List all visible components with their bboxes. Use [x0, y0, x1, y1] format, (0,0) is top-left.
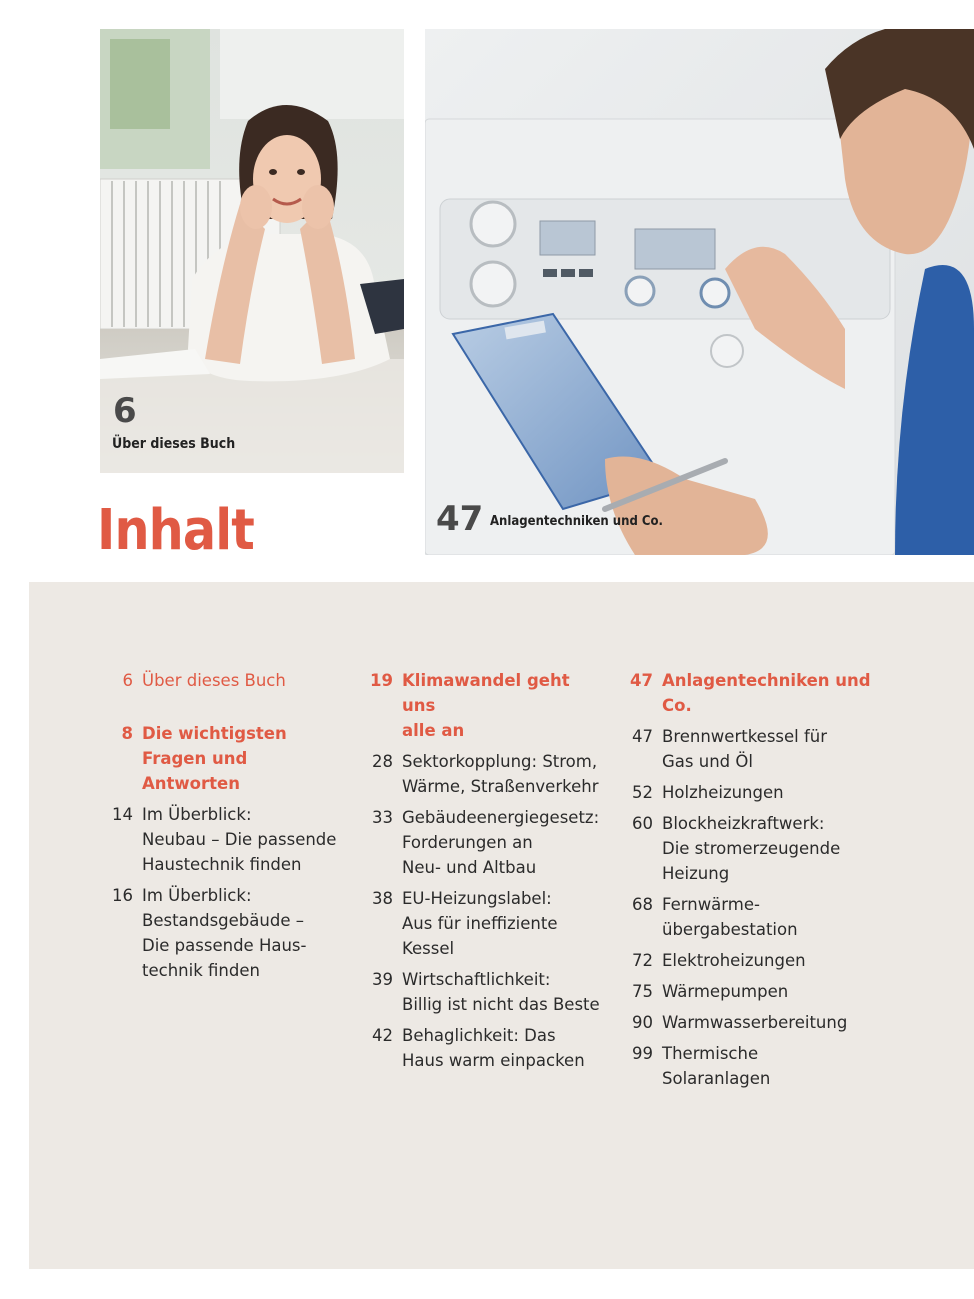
toc-chapter-entry [623, 668, 873, 718]
toc-entry-title: Anlagentechniken und Co. [662, 671, 871, 715]
toc-entry [363, 805, 603, 880]
toc-entry-title: Im Überblick: Neubau – Die passende Haustechnik finden [142, 805, 337, 874]
toc-column-3 [623, 668, 873, 1097]
toc-entry-title: Holzheizungen [662, 783, 784, 802]
toc-page-number: 33 [372, 808, 393, 827]
toc-entry-title: Thermische Solaranlagen [662, 1044, 771, 1088]
toc-page-number: 38 [372, 889, 393, 908]
toc-entry [103, 883, 343, 983]
toc-entry [363, 967, 603, 1017]
toc-page-number: 16 [112, 886, 133, 905]
toc-entry-title: Brennwertkessel für Gas und Öl [662, 727, 828, 771]
toc-page-number: 42 [372, 1026, 393, 1045]
toc-entry [363, 1023, 603, 1073]
toc-entry-title: Über dieses Buch [142, 671, 286, 690]
toc-page-number: 39 [372, 970, 393, 989]
toc-page-number: 52 [632, 783, 653, 802]
toc-entry [623, 724, 873, 774]
technician-photo-image [425, 29, 974, 555]
toc-entry [623, 811, 873, 886]
toc-page-number: 68 [632, 895, 653, 914]
toc-entry [623, 1041, 873, 1091]
toc-entry [363, 886, 603, 961]
toc-page-number: 47 [632, 727, 653, 746]
toc-entry-title: Elektroheizungen [662, 951, 806, 970]
toc-page-number: 99 [632, 1044, 653, 1063]
toc-entry-title: Sektorkopplung: Strom, Wärme, Straßenverkehr [402, 752, 599, 796]
toc-entry-title: EU-Heizungslabel: Aus für ineffiziente Kessel [402, 889, 558, 958]
toc-entry [623, 1010, 873, 1035]
toc-entry [623, 948, 873, 973]
toc-page-number: 14 [112, 805, 133, 824]
toc-entry-title: Warmwasserbereitung [662, 1013, 848, 1032]
toc-page-number: 8 [121, 724, 133, 743]
toc-page-number: 19 [370, 671, 393, 690]
toc-entry-title: Fernwärme- übergabestation [662, 895, 798, 939]
toc-entry [103, 802, 343, 877]
toc-column-2 [363, 668, 603, 1079]
table-of-contents [29, 582, 974, 1269]
toc-page-number: 28 [372, 752, 393, 771]
right-photo-page-number: 47 [436, 499, 484, 539]
toc-entry-title: Behaglichkeit: Das Haus warm einpacken [402, 1026, 585, 1070]
page-title: Inhalt [97, 498, 254, 563]
toc-entry [363, 749, 603, 799]
toc-entry-title: Im Überblick: Bestandsgebäude – Die passende Haus- technik finden [142, 886, 307, 980]
toc-entry [623, 979, 873, 1004]
toc-column-1 [103, 668, 343, 989]
toc-page-number: 47 [630, 671, 653, 690]
left-photo-caption: Über dieses Buch [112, 436, 236, 452]
toc-entry-title: Klimawandel geht uns alle an [402, 671, 570, 740]
toc-page-number: 6 [122, 671, 133, 690]
toc-entry [103, 668, 343, 693]
toc-page-number: 72 [632, 951, 653, 970]
toc-page-number: 90 [632, 1013, 653, 1032]
toc-entry [623, 892, 873, 942]
right-photo-caption: Anlagentechniken und Co. [490, 514, 663, 529]
toc-chapter-entry [103, 721, 343, 796]
toc-entry-title: Wärmepumpen [662, 982, 789, 1001]
toc-entry-title: Die wichtigsten Fragen und Antworten [142, 724, 287, 793]
toc-entry-title: Wirtschaftlichkeit: Billig ist nicht das Beste [402, 970, 600, 1014]
toc-chapter-entry [363, 668, 603, 743]
photo-woman-on-floor [100, 29, 404, 473]
toc-page-number: 60 [632, 814, 653, 833]
left-photo-page-number: 6 [113, 391, 137, 431]
toc-entry-title: Blockheizkraftwerk: Die stromerzeugende Heizung [662, 814, 841, 883]
toc-entry [623, 780, 873, 805]
photo-technician-boiler [425, 29, 974, 555]
toc-page-number: 75 [632, 982, 653, 1001]
woman-photo-image [100, 29, 404, 473]
toc-entry-title: Gebäudeenergiegesetz: Forderungen an Neu- und Altbau [402, 808, 600, 877]
